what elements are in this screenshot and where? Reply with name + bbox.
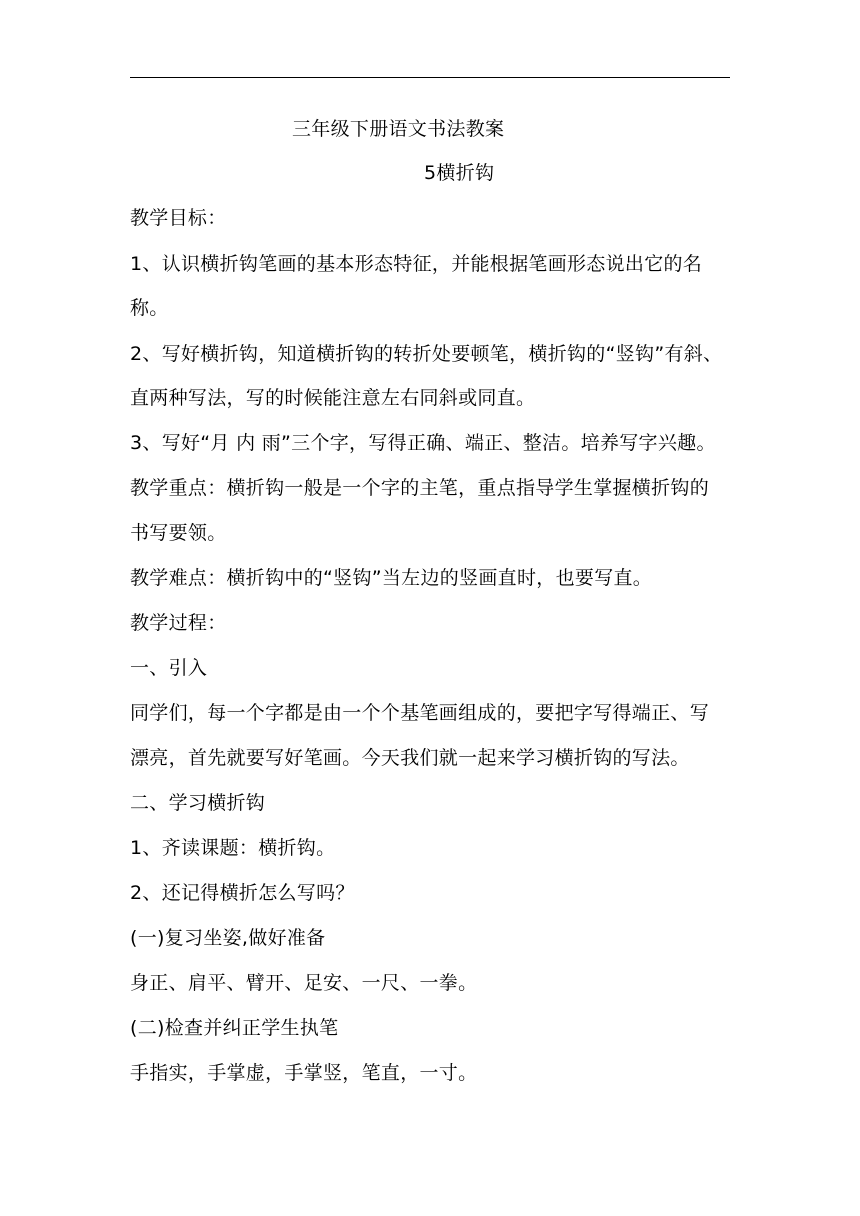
text-line: 身正、肩平、臂开、足安、一尺、一拳。 (130, 972, 478, 994)
text-line: 教学重点：横折钩一般是一个字的主笔，重点指导学生掌握横折钩的 (130, 477, 710, 499)
text-line: 直两种写法，写的时候能注意左右同斜或同直。 (130, 387, 536, 409)
text-line: 1、齐读课题：横折钩。 (130, 837, 336, 859)
text-line: 2、还记得横折怎么写吗？ (130, 882, 355, 904)
text-line: 手指实，手掌虚，手掌竖，笔直，一寸。 (130, 1062, 478, 1084)
header-rule (130, 77, 730, 78)
text-line: 同学们，每一个字都是由一个个基笔画组成的，要把字写得端正、写 (130, 702, 710, 724)
document-title: 三年级下册语文书法教案 (292, 118, 505, 140)
subsection-heading: (一)复习坐姿,做好准备 (130, 927, 326, 949)
text-line: 教学过程： (130, 612, 227, 634)
text-line: 3、写好“月 内 雨”三个字，写得正确、端正、整洁。培养写字兴趣。 (130, 432, 716, 454)
section-heading: 二、学习横折钩 (130, 792, 266, 814)
text-line: 书写要领。 (130, 522, 227, 544)
text-line: 1、认识横折钩笔画的基本形态特征，并能根据笔画形态说出它的名 (130, 253, 703, 275)
subsection-heading: (二)检查并纠正学生执笔 (130, 1017, 339, 1039)
lesson-title: 5横折钩 (424, 162, 495, 184)
text-line: 教学难点：横折钩中的“竖钩”当左边的竖画直时，也要写直。 (130, 567, 653, 589)
text-line: 2、写好横折钩，知道横折钩的转折处要顿笔，横折钩的“竖钩”有斜、 (130, 343, 723, 365)
text-line: 教学目标： (130, 207, 227, 229)
text-line: 漂亮，首先就要写好笔画。今天我们就一起来学习横折钩的写法。 (130, 747, 690, 769)
text-line: 称。 (130, 297, 169, 319)
section-heading: 一、引入 (130, 657, 208, 679)
